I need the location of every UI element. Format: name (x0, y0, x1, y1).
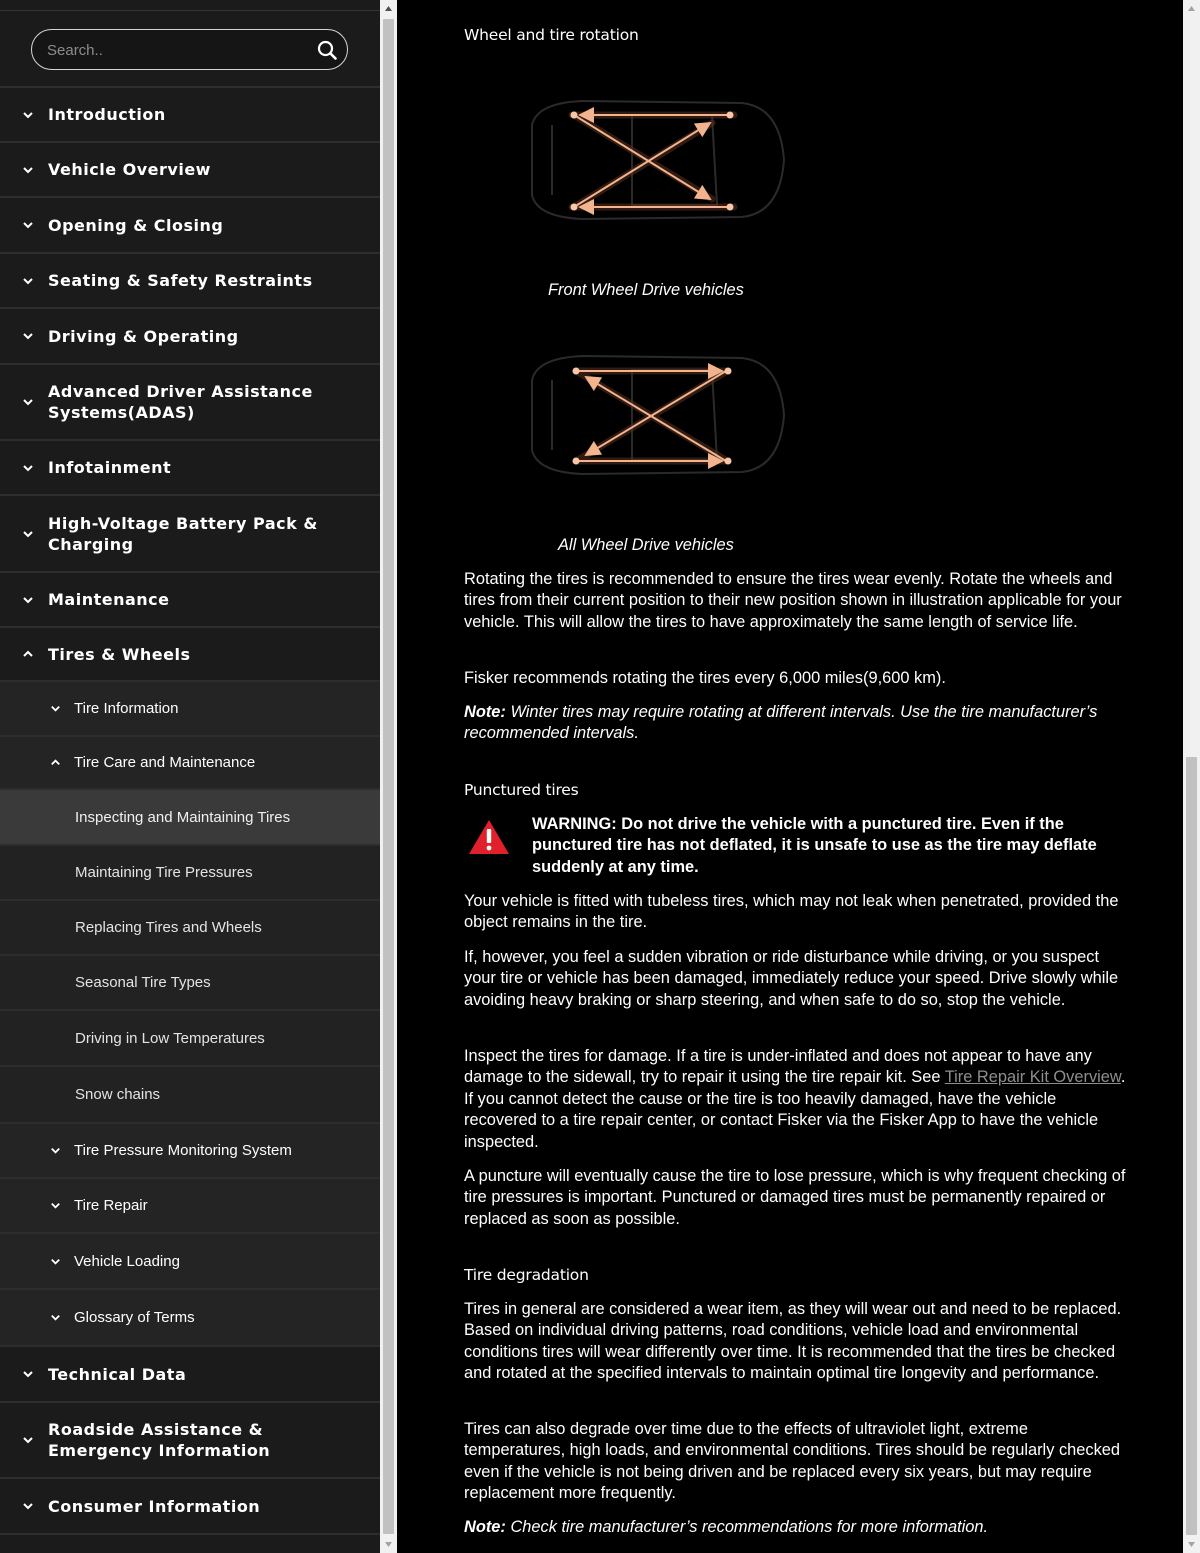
punctured-paragraph-3 (464, 1046, 1132, 1153)
punctured-heading: Punctured tires (464, 781, 579, 799)
nav-item-technical-data[interactable] (0, 1347, 380, 1403)
tire-repair-kit-link[interactable]: Tire Repair Kit Overview (944, 1068, 1121, 1087)
nav-label: Driving & Operating (48, 327, 239, 346)
chevron-down-icon (21, 1499, 35, 1513)
nav-item-tires-wheels[interactable] (0, 628, 380, 682)
rotation-note (464, 702, 1132, 745)
scrollbar-thumb[interactable] (383, 19, 394, 1534)
scrollbar-thumb[interactable] (1186, 757, 1197, 1535)
nav-label: Inspecting and Maintaining Tires (75, 809, 291, 826)
nav-item-pressures[interactable] (0, 846, 380, 901)
punctured-paragraph-4: A puncture will eventually cause the tire to lose pressure, which is why frequent checking of tire pressures is important. Punctured or damaged tires must be permanently repaired or replaced as soon as possible. (464, 1167, 1126, 1228)
page-scrollbar[interactable] (1183, 0, 1200, 1553)
scroll-up-arrow-icon[interactable] (380, 0, 397, 17)
nav-label: Advanced Driver Assistance Systems(ADAS) (48, 382, 313, 422)
nav-item-infotainment[interactable] (0, 441, 380, 496)
nav-item-tire-repair[interactable] (0, 1179, 380, 1234)
nav-item-driving[interactable] (0, 309, 380, 365)
nav-item-glossary[interactable] (0, 1290, 380, 1347)
nav-label: Roadside Assistance & Emergency Information (48, 1420, 271, 1460)
warning-text: WARNING: Do not drive the vehicle with a punctured tire. Even if the punctured tire has not deflated, it is unsafe to use as the tire may deflate suddenly at any time. (532, 815, 1097, 876)
nav-item-introduction[interactable] (0, 88, 380, 143)
nav-item-inspecting[interactable] (0, 790, 380, 846)
nav-label: Vehicle Overview (48, 160, 211, 179)
chevron-down-icon (21, 1367, 35, 1381)
punctured-paragraph-1: Your vehicle is fitted with tubeless tires, which may not leak when penetrated, provided the object remains in the tire. (464, 892, 1119, 932)
search-box[interactable] (31, 29, 348, 70)
chevron-down-icon (21, 395, 35, 409)
rotation-heading: Wheel and tire rotation (464, 26, 639, 44)
nav-label: Seasonal Tire Types (75, 974, 211, 991)
nav-label: Tire Information (74, 700, 179, 717)
chevron-down-icon (49, 1199, 62, 1212)
chevron-down-icon (21, 274, 35, 288)
punctured-paragraph-2: If, however, you feel a sudden vibration or ride disturbance while driving, or you suspect your tire or vehicle has been damaged, immediately reduce your speed. Drive slowly while avoiding heavy braking or sharp steering, and when safe to do so, stop the vehicle. (464, 948, 1119, 1009)
degradation-paragraph-2: Tires can also degrade over time due to the effects of ultraviolet light, extreme temperatures, high loads, and environmental conditions. Tires should be regularly checked even if the vehicle is not being driven and be replaced every six years, but may require replacement more frequently. (464, 1420, 1121, 1503)
awd-caption: All Wheel Drive vehicles (558, 536, 734, 554)
nav-item-vehicle-overview[interactable] (0, 143, 380, 198)
nav-item-seasonal[interactable] (0, 956, 380, 1011)
nav-label: Seating & Safety Restraints (48, 271, 313, 290)
fwd-caption: Front Wheel Drive vehicles (548, 281, 744, 299)
nav-item-maintenance[interactable] (0, 573, 380, 628)
nav-item-tpms[interactable] (0, 1124, 380, 1179)
note-text: Winter tires may require rotating at different intervals. Use the tire manufacturer’s recommended intervals. (464, 703, 1098, 743)
nav-label: Maintenance (48, 590, 170, 609)
car-outline-icon (532, 101, 784, 219)
note-label: Note: (464, 703, 506, 721)
paragraph-text: Inspect the tires for damage. If a tire is under-inflated and does not appear to have any damage to the sidewall, try to repair it using the tire repair kit. See (464, 1047, 1092, 1087)
chevron-up-icon (21, 647, 35, 661)
warning-triangle-icon (467, 818, 511, 856)
main-content (397, 0, 1183, 1553)
chevron-down-icon (49, 1311, 62, 1324)
chevron-down-icon (21, 593, 35, 607)
chevron-down-icon (21, 163, 35, 177)
chevron-down-icon (21, 218, 35, 232)
nav-item-snow-chains[interactable] (0, 1067, 380, 1124)
search-input[interactable] (47, 39, 307, 61)
nav-label: High-Voltage Battery Pack & Charging (48, 514, 318, 554)
chevron-down-icon (49, 702, 62, 715)
nav-label: Technical Data (48, 1365, 187, 1384)
rotation-paragraph-2: Fisker recommends rotating the tires every 6,000 miles(9,600 km). (464, 669, 946, 687)
chevron-down-icon (21, 527, 35, 541)
chevron-down-icon (21, 329, 35, 343)
nav-item-opening-closing[interactable] (0, 198, 380, 254)
nav-item-adas[interactable] (0, 365, 380, 441)
nav-label: Consumer Information (48, 1497, 261, 1516)
nav-label: Introduction (48, 105, 166, 124)
nav-label: Glossary of Terms (74, 1309, 195, 1326)
scroll-down-arrow-icon[interactable] (380, 1536, 397, 1553)
nav-item-consumer[interactable] (0, 1479, 380, 1535)
chevron-down-icon (21, 108, 35, 122)
sidebar-scrollbar[interactable] (380, 0, 397, 1553)
note-text: Check tire manufacturer’s recommendations for more information. (505, 1518, 989, 1536)
scroll-up-arrow-icon[interactable] (1183, 0, 1200, 17)
awd-rotation-diagram (512, 340, 792, 490)
chevron-down-icon (49, 1255, 62, 1268)
nav-item-tire-information[interactable] (0, 682, 380, 737)
search-icon[interactable] (317, 40, 337, 60)
nav-item-seating[interactable] (0, 254, 380, 309)
nav-label: Opening & Closing (48, 216, 224, 235)
nav-item-low-temps[interactable] (0, 1011, 380, 1067)
rotation-paragraph-1: Rotating the tires is recommended to ensure the tires wear evenly. Rotate the wheels and tires from their current position to their new position shown in illustration applicable for your vehicle. This will allow the tires to have approximately the same length of service life. (464, 570, 1122, 631)
sidebar (0, 0, 380, 1553)
chevron-down-icon (21, 461, 35, 475)
nav-label: Tire Care and Maintenance (74, 754, 256, 771)
nav-item-vehicle-loading[interactable] (0, 1234, 380, 1290)
nav-item-replacing[interactable] (0, 901, 380, 956)
note-label: Note: (464, 1518, 506, 1536)
sidebar-top-divider (0, 10, 380, 11)
nav-label: Tires & Wheels (48, 645, 191, 664)
chevron-down-icon (49, 1144, 62, 1157)
degradation-paragraph-1: Tires in general are considered a wear item, as they will wear out and need to be replaced. Based on individual driving patterns, road conditions, vehicle load and environmental conditions tires will wear differently over time. It is recommended that the tires be checked and rotated at the specified intervals to maintain optimal tire longevity and performance. (464, 1300, 1122, 1383)
scroll-down-arrow-icon[interactable] (1183, 1536, 1200, 1553)
degradation-note (464, 1517, 1132, 1538)
nav-label: Snow chains (75, 1086, 161, 1103)
chevron-up-icon (49, 756, 62, 769)
nav-item-roadside[interactable] (0, 1403, 380, 1479)
nav-label: Driving in Low Temperatures (75, 1030, 265, 1047)
nav-label: Tire Pressure Monitoring System (74, 1142, 292, 1159)
nav-label: Infotainment (48, 458, 172, 477)
paragraph-text: . If you cannot detect the cause or the tire is too heavily damaged, have the vehicle recovered to a tire repair center, or contact Fisker via the Fisker App to have the vehicle inspected. (464, 1068, 1126, 1151)
chevron-down-icon (21, 1433, 35, 1447)
degradation-heading: Tire degradation (464, 1266, 589, 1284)
nav-label: Vehicle Loading (74, 1253, 180, 1270)
nav-item-tire-care[interactable] (0, 737, 380, 790)
fwd-rotation-diagram (512, 85, 792, 235)
nav-label: Tire Repair (74, 1197, 148, 1214)
nav-label: Maintaining Tire Pressures (75, 864, 253, 881)
nav-item-hv-battery[interactable] (0, 496, 380, 573)
nav-label: Replacing Tires and Wheels (75, 919, 262, 936)
